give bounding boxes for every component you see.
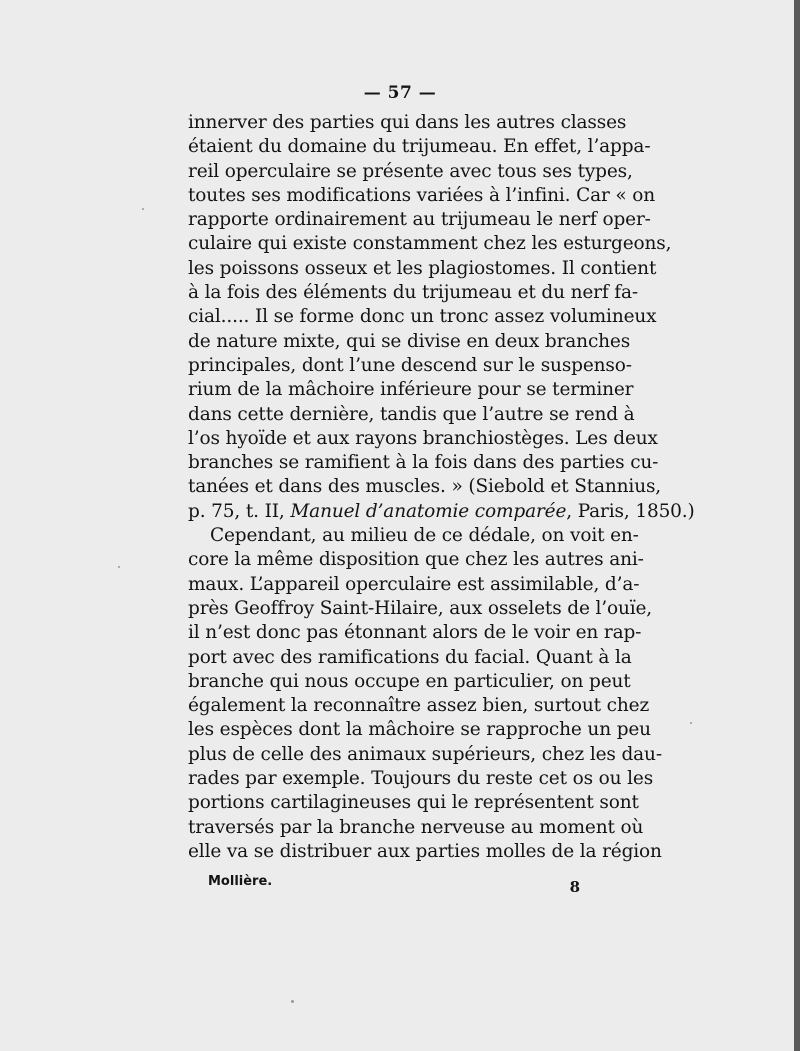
page-number: — 57 — bbox=[363, 83, 437, 103]
book-title: Manuel d’anatomie comparée bbox=[290, 500, 567, 522]
text-line: elle va se distribuer aux parties molles de la région bbox=[188, 840, 662, 862]
text-line: tanées et dans des muscles. » (Siebold et Stannius, bbox=[188, 476, 662, 498]
citation-prefix: p. 75, t. II, bbox=[188, 500, 291, 522]
paper-speck bbox=[291, 1000, 294, 1003]
text-line: les poissons osseux et les plagiostomes. Il contient bbox=[188, 257, 657, 279]
text-line: dans cette dernière, tandis que l’autre se rend à bbox=[188, 403, 635, 425]
paper-speck bbox=[118, 566, 120, 568]
text-line: l’os hyoïde et aux rayons branchiostèges. Les deux bbox=[188, 427, 658, 449]
body-text bbox=[188, 111, 695, 864]
text-line: innerver des parties qui dans les autres classes bbox=[188, 112, 627, 133]
text-line: culaire qui existe constamment chez les esturgeons, bbox=[188, 233, 672, 255]
text-line: les espèces dont la mâchoire se rapproche un peu bbox=[188, 719, 651, 741]
text-line: également la reconnaître assez bien, surtout chez bbox=[188, 695, 650, 717]
text-line: plus de celle des animaux supérieurs, chez les dau- bbox=[188, 743, 662, 765]
text-line: étaient du domaine du trijumeau. En effet, l’appa- bbox=[188, 136, 651, 158]
text-line: près Geoffroy Saint-Hilaire, aux osselets de l’ouïe, bbox=[188, 597, 653, 619]
text-line: principales, dont l’une descend sur le suspenso- bbox=[188, 354, 632, 376]
text-line: rapporte ordinairement au trijumeau le nerf oper- bbox=[188, 209, 651, 231]
author-name: Mollière. bbox=[208, 874, 273, 889]
text-line: branche qui nous occupe en particulier, on peut bbox=[188, 670, 631, 692]
page-footer bbox=[208, 874, 580, 896]
citation-suffix: , Paris, 1850.) bbox=[566, 500, 695, 522]
text-line: port avec des ramifications du facial. Quant à la bbox=[188, 646, 632, 668]
page-edge-shadow bbox=[794, 0, 800, 1051]
text-line: branches se ramifient à la fois dans des parties cu- bbox=[188, 452, 659, 474]
text-line: portions cartilagineuses qui le représentent sont bbox=[188, 792, 639, 814]
text-line: il n’est donc pas étonnant alors de le voir en rap- bbox=[188, 622, 642, 644]
text-line: reil operculaire se présente avec tous ses types, bbox=[188, 160, 633, 182]
paper-speck bbox=[142, 208, 144, 210]
paragraph-start-line: Cependant, au milieu de ce dédale, on voit en- bbox=[210, 525, 639, 547]
signature-mark: 8 bbox=[569, 878, 580, 896]
paper-speck bbox=[690, 722, 692, 724]
text-line: rium de la mâchoire inférieure pour se terminer bbox=[188, 379, 634, 401]
citation-line bbox=[188, 500, 695, 524]
text-line: traversés par la branche nerveuse au moment où bbox=[188, 816, 644, 838]
text-line: maux. L’appareil operculaire est assimilable, d’a- bbox=[188, 573, 640, 595]
text-line: cial..... Il se forme donc un tronc assez volumineux bbox=[188, 306, 657, 328]
text-line: core la même disposition que chez les autres ani- bbox=[188, 549, 644, 571]
text-line: de nature mixte, qui se divise en deux branches bbox=[188, 330, 631, 352]
text-line: toutes ses modifications variées à l’infini. Car « on bbox=[188, 184, 656, 206]
text-line: rades par exemple. Toujours du reste cet os ou les bbox=[188, 768, 654, 790]
text-line: à la fois des éléments du trijumeau et du nerf fa- bbox=[188, 282, 638, 304]
